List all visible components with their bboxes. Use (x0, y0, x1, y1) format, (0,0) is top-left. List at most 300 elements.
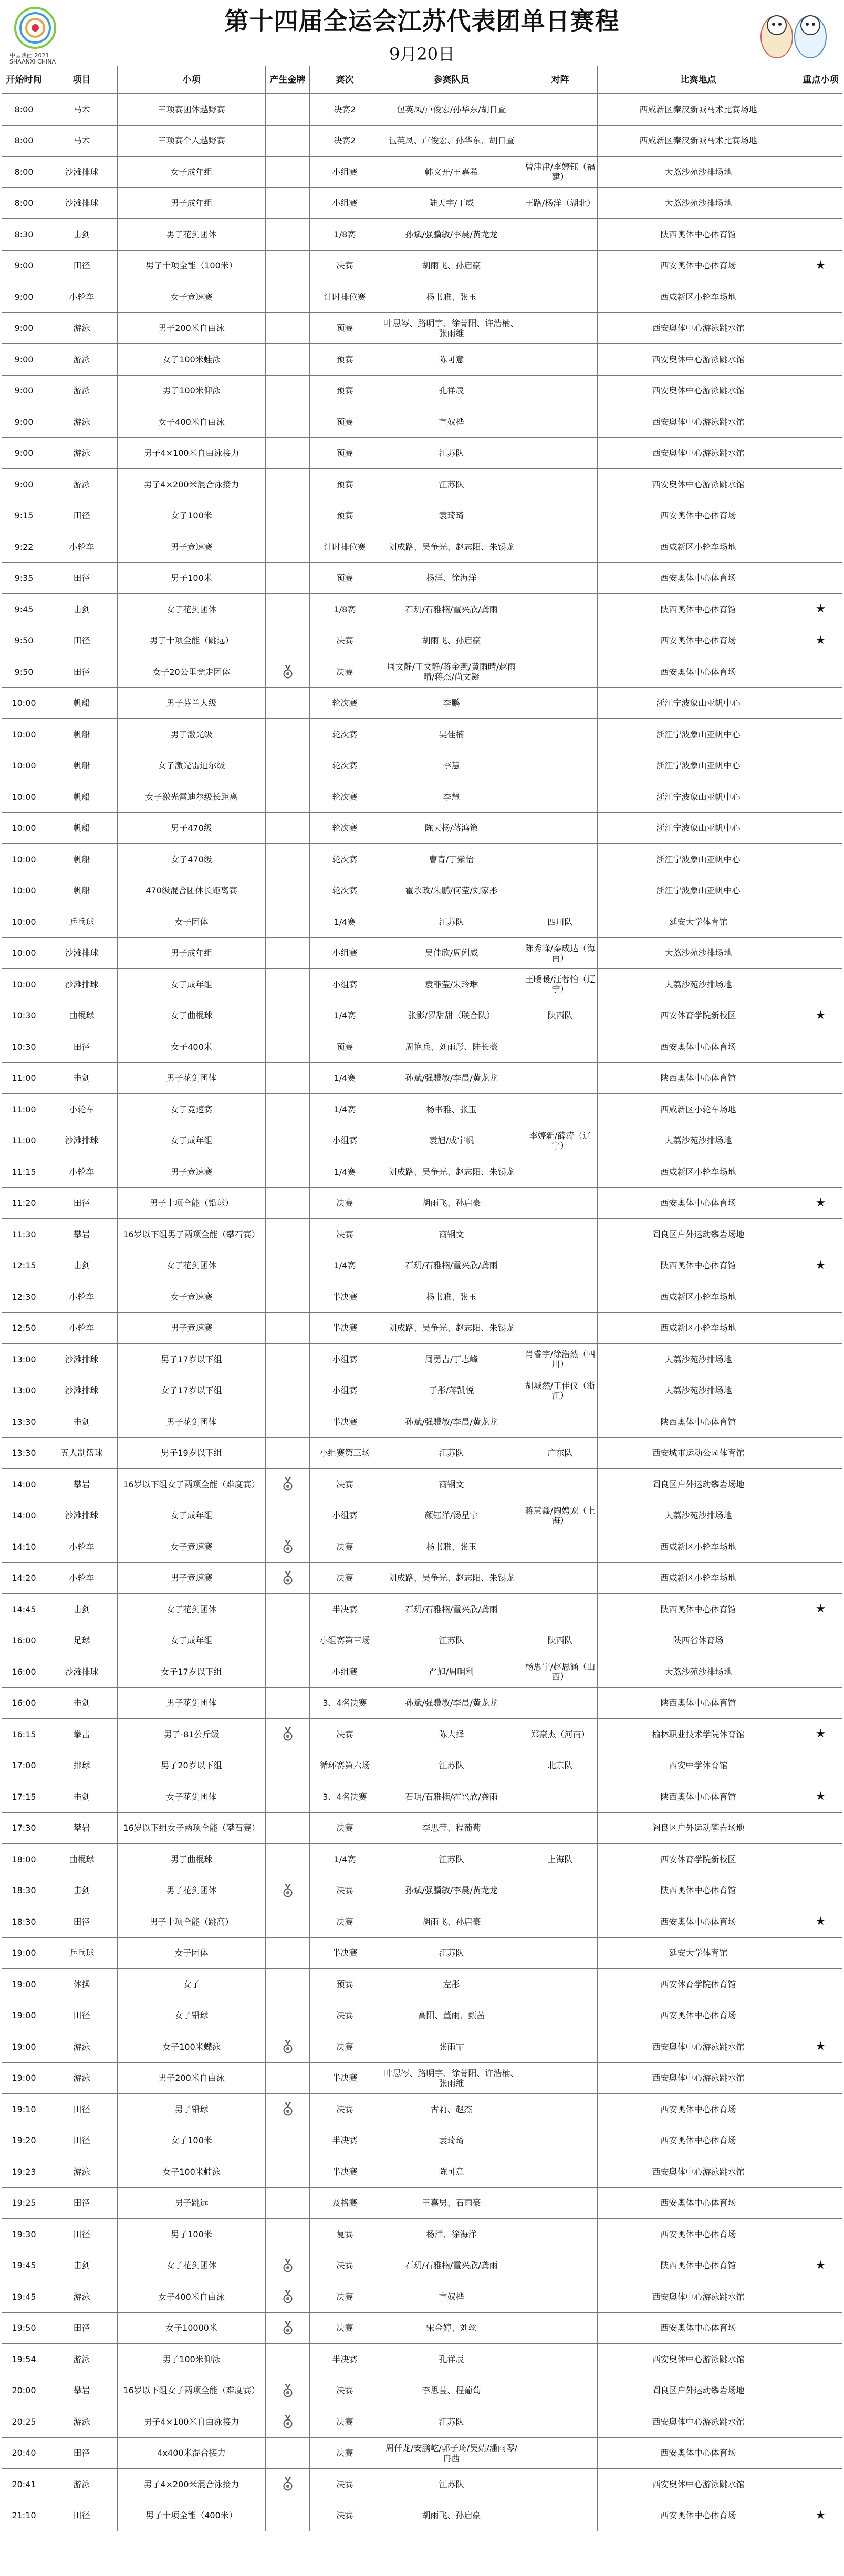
col-athletes-cell: 石玥/石雅楠/霍兴欣/龚雨 (380, 594, 523, 625)
col-opponent-cell (523, 1281, 598, 1313)
col-round-cell: 决赛2 (310, 94, 380, 126)
col-sport-cell: 田径 (46, 2000, 118, 2031)
gold-medal-icon (282, 2384, 294, 2397)
table-row (2, 1875, 842, 1906)
col-round-cell: 决赛 (310, 2031, 380, 2063)
col-gold-medal-cell (266, 1156, 310, 1188)
col-athletes-cell: 包英凤、卢俊宏、孙华东、胡日查 (380, 125, 523, 157)
col-venue-cell: 西安奥体中心游泳跳水馆 (598, 344, 799, 376)
col-key-event-cell (799, 250, 842, 281)
table-row (2, 1531, 842, 1563)
col-venue-cell: 西安奥体中心游泳跳水馆 (598, 437, 799, 469)
col-start-time-cell: 19:00 (2, 2031, 46, 2063)
col-gold-medal-cell (266, 656, 310, 688)
col-event-cell: 4x400米混合接力 (118, 2437, 266, 2469)
col-gold-medal-cell (266, 1500, 310, 1531)
col-round-cell: 决赛 (310, 1812, 380, 1844)
col-round-cell: 半决赛 (310, 1312, 380, 1344)
col-athletes-cell: 江苏队 (380, 1937, 523, 1969)
col-key-event-cell (799, 1844, 842, 1875)
col-athletes-cell: 杨书雅、张玉 (380, 1281, 523, 1313)
col-round-cell: 半决赛 (310, 1594, 380, 1625)
col-opponent-cell (523, 125, 598, 157)
col-sport-cell: 排球 (46, 1750, 118, 1781)
col-key-event-cell (799, 2125, 842, 2156)
col-round-cell: 决赛 (310, 1906, 380, 1938)
col-round-cell: 预赛 (310, 375, 380, 406)
col-gold-medal-cell (266, 125, 310, 157)
col-round-cell: 轮次赛 (310, 719, 380, 750)
table-row (2, 281, 842, 313)
col-gold-medal-cell (266, 531, 310, 563)
col-athletes-cell: 刘成路、吴争光、赵志阳、朱锡龙 (380, 1312, 523, 1344)
col-gold-medal-cell (266, 750, 310, 781)
col-opponent-cell: 曾津津/李婷钰（福建） (523, 157, 598, 188)
col-event-cell: 女子花剑团体 (118, 1594, 266, 1625)
col-sport-cell: 曲棍球 (46, 1844, 118, 1875)
table-row (2, 1312, 842, 1344)
col-gold-medal-cell (266, 781, 310, 813)
col-start-time-cell: 11:00 (2, 1062, 46, 1094)
col-opponent-cell (523, 750, 598, 781)
col-round-cell: 决赛 (310, 2000, 380, 2031)
col-venue-cell: 浙江宁波象山亚帆中心 (598, 781, 799, 813)
col-gold-medal-cell (266, 1687, 310, 1719)
col-venue-cell: 阎良区户外运动攀岩场地 (598, 1469, 799, 1500)
col-key-event-cell (799, 844, 842, 875)
col-sport-cell: 击剑 (46, 1062, 118, 1094)
col-sport-cell: 小轮车 (46, 281, 118, 313)
col-start-time-cell: 19:30 (2, 2219, 46, 2250)
col-opponent-cell: 王路/杨洋（湖北） (523, 187, 598, 219)
col-start-time-cell: 11:00 (2, 1125, 46, 1156)
col-opponent-cell (523, 250, 598, 281)
col-round-cell: 小组赛 (310, 1375, 380, 1406)
col-sport-cell: 拳击 (46, 1719, 118, 1750)
col-key-event-cell (799, 1750, 842, 1781)
col-gold-medal-cell (266, 906, 310, 938)
col-key-event-cell (799, 1812, 842, 1844)
col-sport-cell: 田径 (46, 250, 118, 281)
col-start-time-cell: 13:30 (2, 1406, 46, 1438)
col-key-event-cell (799, 2437, 842, 2469)
col-venue-cell: 大荔沙苑沙排场地 (598, 1375, 799, 1406)
col-event-cell: 男子竞速赛 (118, 531, 266, 563)
gold-medal-icon (282, 2477, 294, 2491)
col-sport-cell: 游泳 (46, 469, 118, 500)
col-sport-cell: 田径 (46, 2125, 118, 2156)
col-sport-cell: 击剑 (46, 2250, 118, 2281)
col-key-event-cell (799, 406, 842, 438)
col-round-cell: 决赛 (310, 2312, 380, 2344)
table-row (2, 2000, 842, 2031)
col-key-event-cell (799, 2344, 842, 2375)
col-venue-cell: 西咸新区小轮车场地 (598, 1156, 799, 1188)
table-row (2, 906, 842, 938)
col-round-cell: 1/8赛 (310, 594, 380, 625)
col-start-time-cell: 9:00 (2, 406, 46, 438)
col-start-time-cell: 20:25 (2, 2406, 46, 2438)
col-start-time-cell: 13:00 (2, 1344, 46, 1375)
col-key-event-cell (799, 2250, 842, 2281)
col-opponent-cell (523, 1312, 598, 1344)
col-key-event-cell (799, 1719, 842, 1750)
col-venue-cell: 大荔沙苑沙排场地 (598, 157, 799, 188)
col-sport-cell: 沙滩排球 (46, 1500, 118, 1531)
table-row (2, 719, 842, 750)
col-gold-medal-cell (266, 406, 310, 438)
col-sport-cell: 沙滩排球 (46, 969, 118, 1000)
table-row (2, 1781, 842, 1813)
col-opponent-cell (523, 437, 598, 469)
col-round-cell: 决赛 (310, 2250, 380, 2281)
col-event-cell: 女子17岁以下组 (118, 1656, 266, 1688)
col-venue-cell: 西咸新区小轮车场地 (598, 1312, 799, 1344)
col-round-cell: 决赛 (310, 656, 380, 688)
col-round-cell: 3、4名决赛 (310, 1781, 380, 1813)
table-row (2, 2156, 842, 2188)
col-gold-medal-cell (266, 844, 310, 875)
col-round-cell: 轮次赛 (310, 844, 380, 875)
col-sport-cell: 击剑 (46, 1250, 118, 1281)
col-venue-cell: 西安奥体中心游泳跳水馆 (598, 312, 799, 344)
col-event-cell: 女子400米自由泳 (118, 406, 266, 438)
col-venue-cell: 浙江宁波象山亚帆中心 (598, 844, 799, 875)
col-event-cell: 男子4×200米混合泳接力 (118, 469, 266, 500)
col-event-cell: 女子400米 (118, 1031, 266, 1063)
col-event-cell: 女子激光雷迪尔级长距离 (118, 781, 266, 813)
col-gold-medal-cell (266, 1469, 310, 1500)
col-key-event-cell (799, 781, 842, 813)
col-opponent-cell (523, 1469, 598, 1500)
page-header (0, 0, 844, 66)
col-round-cell: 1/4赛 (310, 1062, 380, 1094)
col-round-cell: 1/4赛 (310, 1000, 380, 1031)
col-venue-cell: 西安奥体中心体育场 (598, 625, 799, 656)
col-key-event-cell (799, 157, 842, 188)
col-venue-cell: 西咸新区小轮车场地 (598, 531, 799, 563)
col-venue-cell: 西安中学体育馆 (598, 1750, 799, 1781)
col-opponent-cell (523, 719, 598, 750)
col-sport-cell: 曲棍球 (46, 1000, 118, 1031)
col-venue-cell: 西安奥体中心游泳跳水馆 (598, 2156, 799, 2188)
col-event-cell: 16岁以下组男子两项全能（攀石赛） (118, 1219, 266, 1250)
table-row (2, 94, 842, 126)
col-start-time-cell: 20:40 (2, 2437, 46, 2469)
col-key-event-cell (799, 625, 842, 656)
gold-medal-icon (282, 2040, 294, 2053)
col-key-event-cell (799, 437, 842, 469)
col-event-cell: 男子竞速赛 (118, 1156, 266, 1188)
table-row (2, 687, 842, 719)
col-venue-cell: 西安奥体中心体育场 (598, 2500, 799, 2531)
col-gold-medal-cell (266, 1062, 310, 1094)
col-key-event-cell (799, 562, 842, 594)
table-row (2, 1812, 842, 1844)
col-opponent-cell (523, 2500, 598, 2531)
col-venue-cell: 西安奥体中心体育场 (598, 2125, 799, 2156)
col-athletes-cell: 杨书雅、张玉 (380, 281, 523, 313)
col-sport-cell: 小轮车 (46, 1312, 118, 1344)
col-round-cell: 复赛 (310, 2219, 380, 2250)
col-gold-medal-cell (266, 2469, 310, 2500)
col-athletes-cell: 周仟龙/安鹏屹/郭子琦/吴婧/潘雨琴/冉茜 (380, 2437, 523, 2469)
col-opponent-cell (523, 781, 598, 813)
col-start-time-cell: 9:00 (2, 312, 46, 344)
col-start-time-cell: 20:00 (2, 2375, 46, 2406)
col-gold-medal-cell (266, 1562, 310, 1594)
col-start-time-cell: 18:30 (2, 1875, 46, 1906)
table-row (2, 2406, 842, 2438)
key-event-star-icon: ★ (815, 2508, 826, 2522)
col-event-cell: 男子成年组 (118, 187, 266, 219)
col-athletes-cell: 江苏队 (380, 1750, 523, 1781)
col-sport-cell: 体操 (46, 1969, 118, 2000)
col-event-cell: 男子17岁以下组 (118, 1344, 266, 1375)
col-round-cell: 半决赛 (310, 1281, 380, 1313)
col-start-time-cell: 19:00 (2, 2000, 46, 2031)
col-event-cell: 男子100米 (118, 2219, 266, 2250)
col-opponent-cell (523, 1969, 598, 2000)
col-event-cell: 男子激光级 (118, 719, 266, 750)
col-opponent-cell: 北京队 (523, 1750, 598, 1781)
table-body (2, 94, 842, 2531)
col-venue-cell: 陕西奥体中心体育馆 (598, 1406, 799, 1438)
col-opponent-cell (523, 844, 598, 875)
col-event-cell: 男子十项全能（400米） (118, 2500, 266, 2531)
col-athletes-cell: 江苏队 (380, 906, 523, 938)
col-start-time-cell: 20:41 (2, 2469, 46, 2500)
table-row (2, 2125, 842, 2156)
col-key-event-cell (799, 1687, 842, 1719)
table-row (2, 2219, 842, 2250)
col-gold-medal-cell (266, 2219, 310, 2250)
col-key-event-cell (799, 1125, 842, 1156)
col-sport-cell: 帆船 (46, 719, 118, 750)
gold-medal-icon (282, 2102, 294, 2116)
col-opponent-cell (523, 1875, 598, 1906)
col-athletes-cell: 吴佳欣/周俐威 (380, 937, 523, 969)
col-start-time-cell: 14:00 (2, 1500, 46, 1531)
col-venue-cell: 浙江宁波象山亚帆中心 (598, 875, 799, 906)
col-athletes-cell: 孙斌/强骥敏/李晨/黄龙龙 (380, 1062, 523, 1094)
col-start-time-cell: 14:20 (2, 1562, 46, 1594)
table-row (2, 1906, 842, 1938)
col-athletes-cell: 石玥/石雅楠/霍兴欣/龚雨 (380, 1781, 523, 1813)
col-venue-cell: 西咸新区秦汉新城马术比赛场地 (598, 94, 799, 126)
col-start-time-cell: 13:30 (2, 1437, 46, 1469)
table-row (2, 1719, 842, 1750)
col-key-event-cell (799, 2500, 842, 2531)
col-event-cell: 三项赛个人越野赛 (118, 125, 266, 157)
col-sport-cell: 五人制篮球 (46, 1437, 118, 1469)
col-event-cell: 470级混合团体长距离赛 (118, 875, 266, 906)
col-gold-medal-cell (266, 2344, 310, 2375)
col-opponent-cell: 李婷新/薛涛（辽宁） (523, 1125, 598, 1156)
col-opponent-cell: 广东队 (523, 1437, 598, 1469)
col-gold-medal-cell (266, 2062, 310, 2094)
col-opponent-cell (523, 2187, 598, 2219)
col-gold-medal-cell (266, 1125, 310, 1156)
col-event-cell: 女子团体 (118, 1937, 266, 1969)
col-gold-medal-cell (266, 2312, 310, 2344)
col-event-cell: 男子跳远 (118, 2187, 266, 2219)
col-venue-cell: 西安体育学院新校区 (598, 1000, 799, 1031)
table-row (2, 1750, 842, 1781)
col-gold-medal-cell (266, 1094, 310, 1125)
col-round-cell: 决赛 (310, 2281, 380, 2313)
col-key-event-cell (799, 937, 842, 969)
col-gold-medal-cell (266, 94, 310, 126)
col-start-time-cell: 16:00 (2, 1625, 46, 1656)
col-start-time-cell: 14:45 (2, 1594, 46, 1625)
col-round-cell: 小组赛第三场 (310, 1437, 380, 1469)
col-round-cell: 小组赛 (310, 1500, 380, 1531)
col-athletes-cell: 袁琦琦 (380, 2125, 523, 2156)
col-event-cell: 男子花剑团体 (118, 1687, 266, 1719)
table-row (2, 1594, 842, 1625)
col-round-cell: 1/4赛 (310, 1844, 380, 1875)
col-venue-cell: 西咸新区秦汉新城马术比赛场地 (598, 125, 799, 157)
col-opponent-cell (523, 500, 598, 531)
gold-medal-icon (282, 1540, 294, 1553)
table-row (2, 2500, 842, 2531)
col-key-event-header: 重点小项 (799, 66, 842, 94)
table-row (2, 500, 842, 531)
col-venue-cell: 陕西奥体中心体育馆 (598, 219, 799, 251)
col-start-time-cell: 19:23 (2, 2156, 46, 2188)
col-key-event-cell (799, 750, 842, 781)
col-event-cell: 女子成年组 (118, 969, 266, 1000)
col-start-time-cell: 18:30 (2, 1906, 46, 1938)
key-event-star-icon: ★ (815, 602, 826, 616)
col-venue-cell: 西安奥体中心游泳跳水馆 (598, 2469, 799, 2500)
table-row (2, 406, 842, 438)
table-row (2, 812, 842, 844)
col-gold-medal-cell (266, 1625, 310, 1656)
col-sport-cell: 田径 (46, 2094, 118, 2125)
col-key-event-cell (799, 1094, 842, 1125)
col-event-cell: 女子激光雷迪尔级 (118, 750, 266, 781)
col-event-cell: 女子花剑团体 (118, 1781, 266, 1813)
col-opponent-cell (523, 281, 598, 313)
col-athletes-cell: 张雨霏 (380, 2031, 523, 2063)
col-sport-cell: 小轮车 (46, 1562, 118, 1594)
col-venue-cell: 陕西奥体中心体育馆 (598, 594, 799, 625)
col-opponent-cell: 胡城然/王佳仪（浙江） (523, 1375, 598, 1406)
col-opponent-cell (523, 2250, 598, 2281)
col-key-event-cell (799, 2000, 842, 2031)
table-row (2, 1125, 842, 1156)
col-start-time-cell: 16:00 (2, 1656, 46, 1688)
col-event-cell: 16岁以下组女子两项全能（难度赛） (118, 2375, 266, 2406)
col-venue-cell: 大荔沙苑沙排场地 (598, 969, 799, 1000)
col-start-time-cell: 11:20 (2, 1187, 46, 1219)
col-start-time-cell: 12:30 (2, 1281, 46, 1313)
col-round-cell: 决赛 (310, 1562, 380, 1594)
table-row (2, 437, 842, 469)
col-round-cell: 半决赛 (310, 2062, 380, 2094)
col-start-time-cell: 14:10 (2, 1531, 46, 1563)
col-opponent-cell: 上海队 (523, 1844, 598, 1875)
col-venue-cell: 大荔沙苑沙排场地 (598, 187, 799, 219)
col-event-cell: 男子-81公斤级 (118, 1719, 266, 1750)
col-key-event-cell (799, 1062, 842, 1094)
col-sport-cell: 攀岩 (46, 1469, 118, 1500)
table-row (2, 1375, 842, 1406)
col-opponent-cell (523, 1906, 598, 1938)
col-opponent-cell (523, 2469, 598, 2500)
col-key-event-cell (799, 344, 842, 376)
col-venue-cell: 西安奥体中心体育场 (598, 562, 799, 594)
col-event-cell: 女子竞速赛 (118, 281, 266, 313)
col-athletes-cell: 陆天宇/丁威 (380, 187, 523, 219)
col-round-cell: 1/8赛 (310, 219, 380, 251)
col-opponent-cell (523, 1687, 598, 1719)
col-gold-medal-cell (266, 2125, 310, 2156)
col-round-cell: 小组赛第三场 (310, 1625, 380, 1656)
col-opponent-cell: 肖睿宇/徐浩然（四川） (523, 1344, 598, 1375)
col-sport-cell: 小轮车 (46, 1156, 118, 1188)
col-venue-cell: 大荔沙苑沙排场地 (598, 937, 799, 969)
col-round-cell: 决赛 (310, 2094, 380, 2125)
col-opponent-cell: 陕西队 (523, 1000, 598, 1031)
col-athletes-cell: 石玥/石雅楠/霍兴欣/龚雨 (380, 1250, 523, 1281)
table-row (2, 625, 842, 656)
col-event-cell: 女子竞速赛 (118, 1094, 266, 1125)
col-athletes-cell: 刘成路、吴争光、赵志阳、朱锡龙 (380, 1562, 523, 1594)
col-sport-cell: 沙滩排球 (46, 1656, 118, 1688)
col-round-cell: 预赛 (310, 437, 380, 469)
key-event-star-icon: ★ (815, 1196, 826, 1209)
col-key-event-cell (799, 2187, 842, 2219)
col-round-cell: 轮次赛 (310, 750, 380, 781)
col-athletes-cell: 江苏队 (380, 2469, 523, 2500)
col-athletes-cell: 李慧 (380, 781, 523, 813)
col-start-time-cell: 19:25 (2, 2187, 46, 2219)
col-event-cell: 女子竞速赛 (118, 1531, 266, 1563)
col-sport-cell: 游泳 (46, 2406, 118, 2438)
col-sport-cell: 游泳 (46, 344, 118, 376)
col-start-time-cell: 11:00 (2, 1094, 46, 1125)
col-gold-medal-cell (266, 1031, 310, 1063)
col-opponent-cell (523, 562, 598, 594)
col-gold-medal-cell (266, 469, 310, 500)
col-key-event-cell (799, 1906, 842, 1938)
col-sport-cell: 攀岩 (46, 2375, 118, 2406)
col-start-time-cell: 16:15 (2, 1719, 46, 1750)
col-start-time-cell: 19:00 (2, 2062, 46, 2094)
col-event-cell: 16岁以下组女子两项全能（攀石赛） (118, 1812, 266, 1844)
col-round-cell: 小组赛 (310, 1344, 380, 1375)
col-venue-cell: 阎良区户外运动攀岩场地 (598, 1812, 799, 1844)
col-sport-cell: 田径 (46, 625, 118, 656)
table-row (2, 2437, 842, 2469)
col-gold-medal-cell (266, 1312, 310, 1344)
col-sport-cell: 田径 (46, 2219, 118, 2250)
col-start-time-cell: 8:30 (2, 219, 46, 251)
col-key-event-cell (799, 94, 842, 126)
col-key-event-cell (799, 1219, 842, 1250)
col-gold-medal-cell (266, 1844, 310, 1875)
col-event-cell: 男子铅球 (118, 2094, 266, 2125)
col-round-cell: 决赛 (310, 1469, 380, 1500)
col-key-event-cell (799, 1437, 842, 1469)
col-athletes-cell: 李鹏 (380, 687, 523, 719)
col-opponent-cell (523, 1562, 598, 1594)
col-gold-medal-cell (266, 1656, 310, 1688)
col-event-cell: 男子十项全能（跳远） (118, 625, 266, 656)
